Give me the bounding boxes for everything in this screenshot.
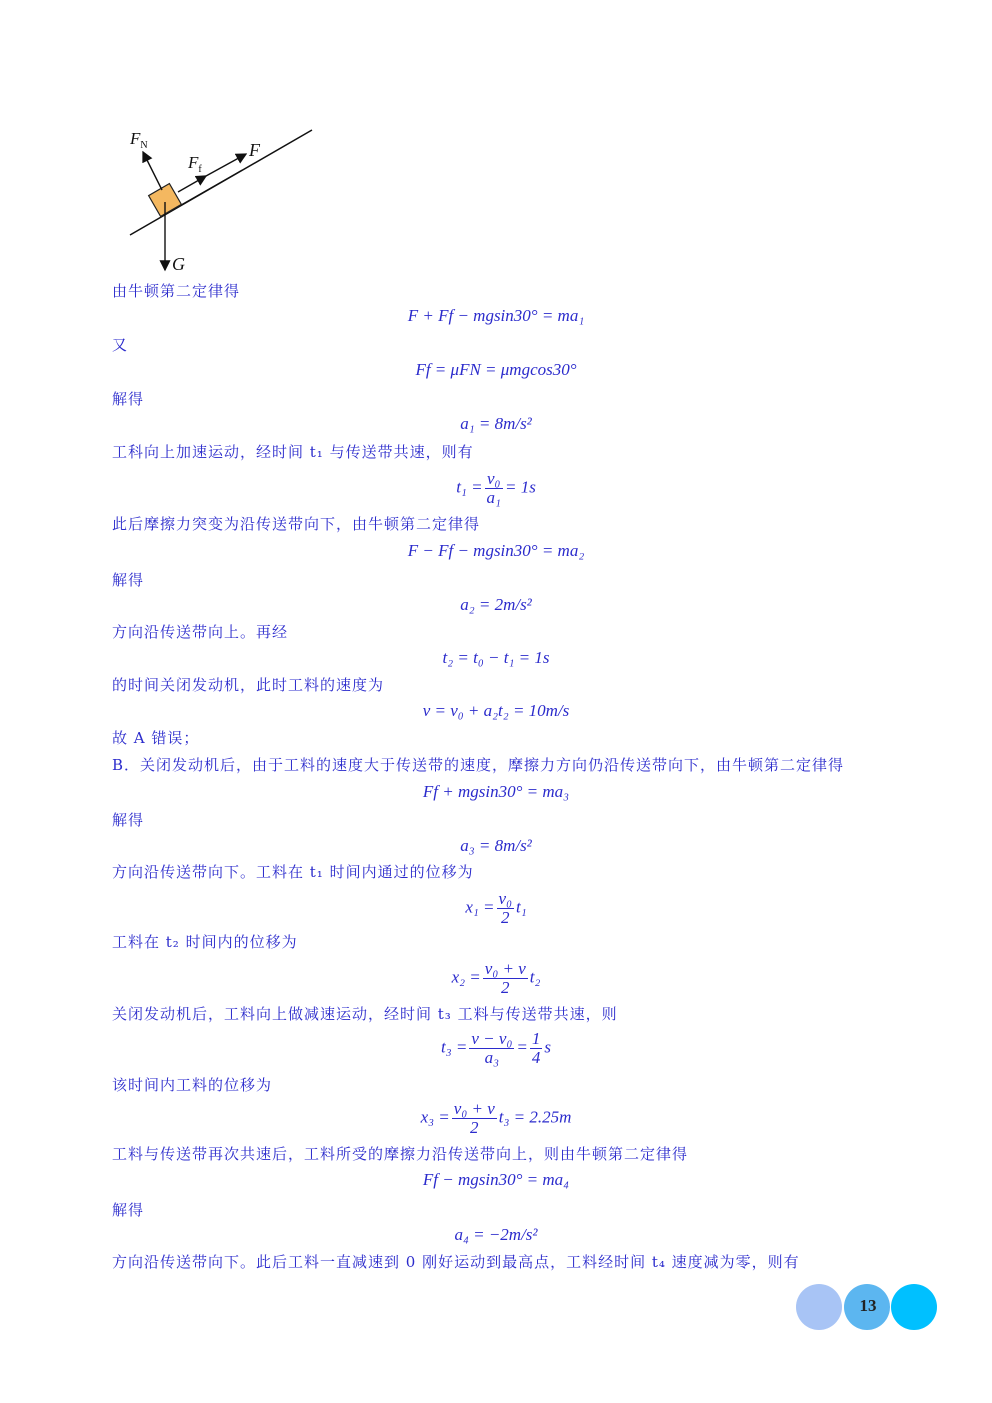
equation: a₃ = 8m/s² — [460, 836, 532, 855]
equation-fraction: x₁ = $\frac{\text{v₀}}{2}$ t₁ — [465, 889, 527, 927]
text-line: B．关闭发动机后，由于工料的速度大于传送带的速度，摩擦力方向仍沿传送带向下，由牛顿第二定律得 — [112, 756, 845, 774]
text-line: 此后摩擦力突变为沿传送带向下，由牛顿第二定律得 — [112, 515, 481, 533]
text-line: 解得 — [112, 390, 145, 408]
equation-fraction: t₃ = $\frac{\text{v − v₀}}{\text{a₃}}$ = $\frac{1}{4}$ s — [441, 1029, 551, 1067]
text-line: 工料在 t₂ 时间内的位移为 — [112, 933, 298, 951]
g-label: G — [172, 254, 185, 274]
page-number: 13 — [859, 1296, 877, 1315]
ff-label: $F_f$ — [188, 153, 202, 175]
equation: F + Ff − mgsin30° = ma₁ — [407, 306, 585, 325]
text-line: 方向沿传送带向上。再经 — [112, 623, 289, 641]
text-line: 关闭发动机后，工料向上做减速运动，经时间 t₃ 工料与传送带共速，则 — [112, 1005, 618, 1023]
text-line: 故 A 错误； — [112, 729, 200, 747]
text-line: 工料与传送带再次共速后，工料所受的摩擦力沿传送带向上，则由牛顿第二定律得 — [112, 1145, 689, 1163]
text-line: 该时间内工料的位移为 — [112, 1076, 273, 1094]
page-dot-right — [891, 1284, 937, 1330]
text-line: 解得 — [112, 571, 145, 589]
text-line: 方向沿传送带向下。工料在 t₁ 时间内通过的位移为 — [112, 863, 474, 881]
equation-fraction: x₂ = $\frac{\text{v₀ + v}}{2}$ t₂ — [451, 959, 541, 997]
applied-force-arrow — [206, 154, 246, 176]
equation: a₁ = 8m/s² — [460, 414, 532, 433]
equation: t₂ = t₀ − t₁ = 1s — [442, 648, 550, 667]
page-dot-left — [796, 1284, 842, 1330]
normal-force-arrow — [143, 152, 162, 190]
equation: v = v₀ + a₂t₂ = 10m/s — [422, 701, 570, 720]
force-diagram — [110, 120, 330, 280]
equation: Ff − mgsin30° = ma₄ — [422, 1170, 570, 1189]
equation: a₄ = −2m/s² — [454, 1225, 538, 1244]
text-line: 方向沿传送带向下。此后工料一直减速到 0 刚好运动到最高点，工料经时间 t₄ 速度减为零，则有 — [112, 1253, 800, 1271]
f-label: F — [249, 140, 260, 160]
text-line: 解得 — [112, 1201, 145, 1219]
equation-fraction: t₁ = $\frac{\text{v₀}}{\text{a₁}}$ = 1s — [456, 469, 536, 507]
equation: Ff = μFN = μmgcos30° — [415, 360, 577, 379]
text-line: 由牛顿第二定律得 — [112, 282, 241, 300]
friction-force-arrow — [178, 176, 206, 192]
equation-fraction: x₃ = $\frac{\text{v₀ + v}}{2}$ t₃ = 2.25m — [420, 1099, 572, 1137]
equation: a₂ = 2m/s² — [460, 595, 532, 614]
text-line: 又 — [112, 336, 129, 354]
text-line: 的时间关闭发动机，此时工料的速度为 — [112, 676, 385, 694]
text-line: 工科向上加速运动，经时间 t₁ 与传送带共速，则有 — [112, 443, 474, 461]
equation: Ff + mgsin30° = ma₃ — [422, 782, 570, 801]
fn-label: $F_N$ — [130, 129, 148, 151]
text-line: 解得 — [112, 811, 145, 829]
equation: F − Ff − mgsin30° = ma₂ — [407, 541, 585, 560]
